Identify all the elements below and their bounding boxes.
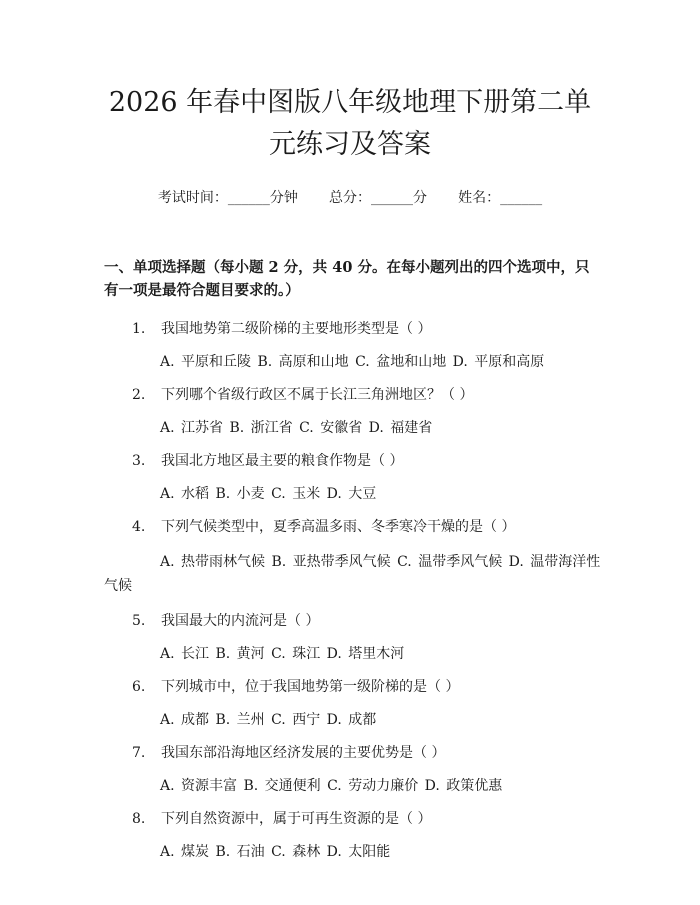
exam-info (104, 188, 596, 208)
document-title: 2026 年春中图版八年级地理下册第二单元练习及答案 (108, 87, 592, 160)
question-number: 1. (132, 321, 146, 337)
total-score-field: 总分：______分 (329, 190, 427, 206)
question-list (104, 319, 601, 862)
question-number: 3. (132, 453, 146, 469)
question-stem: 下列自然资源中，属于可再生资源的是（ ） (161, 811, 432, 827)
question-options: A. 成都 B. 兰州 C. 西宁 D. 成都 (160, 712, 377, 728)
question-number: 8. (132, 811, 146, 827)
question-stem: 下列哪个省级行政区不属于长江三角洲地区？（ ） (161, 387, 474, 403)
question-options: A. 资源丰富 B. 交通便利 C. 劳动力廉价 D. 政策优惠 (160, 778, 503, 794)
question-stem: 我国地势第二级阶梯的主要地形类型是（ ） (161, 321, 432, 337)
section-heading: 一、单项选择题（每小题 2 分，共 40 分。在每小题列出的四个选项中，只有一项是最符合题目要求的。） (104, 259, 590, 299)
question-options: A. 长江 B. 黄河 C. 珠江 D. 塔里木河 (160, 646, 405, 662)
question-item (104, 451, 596, 504)
student-name-field: 姓名：______ (458, 190, 543, 206)
question-number: 5. (132, 613, 146, 629)
question-options: A. 平原和丘陵 B. 高原和山地 C. 盆地和山地 D. 平原和高原 (160, 354, 545, 370)
question-stem: 下列气候类型中，夏季高温多雨、冬季寒冷干燥的是（ ） (161, 519, 516, 535)
question-item (104, 611, 596, 664)
question-stem: 我国北方地区最主要的粮食作物是（ ） (161, 453, 404, 469)
question-item (104, 809, 596, 862)
question-item (104, 743, 596, 796)
question-number: 7. (132, 745, 146, 761)
question-stem: 我国最大的内流河是（ ） (161, 613, 320, 629)
question-item (104, 319, 596, 372)
question-item (104, 385, 596, 438)
question-number: 4. (132, 519, 146, 535)
question-options: A. 煤炭 B. 石油 C. 森林 D. 太阳能 (160, 844, 391, 860)
question-options: A. 热带雨林气候 B. 亚热带季风气候 C. 温带季风气候 D. 温带海洋性气候 (104, 554, 601, 594)
question-item (104, 517, 601, 598)
question-stem: 我国东部沿海地区经济发展的主要优势是（ ） (161, 745, 446, 761)
question-options: A. 江苏省 B. 浙江省 C. 安徽省 D. 福建省 (160, 420, 433, 436)
exam-time-field: 考试时间：______分钟 (157, 190, 298, 206)
question-number: 6. (132, 679, 146, 695)
question-number: 2. (132, 387, 146, 403)
question-stem: 下列城市中，位于我国地势第一级阶梯的是（ ） (161, 679, 460, 695)
question-item (104, 677, 596, 730)
question-options: A. 水稻 B. 小麦 C. 玉米 D. 大豆 (160, 486, 377, 502)
